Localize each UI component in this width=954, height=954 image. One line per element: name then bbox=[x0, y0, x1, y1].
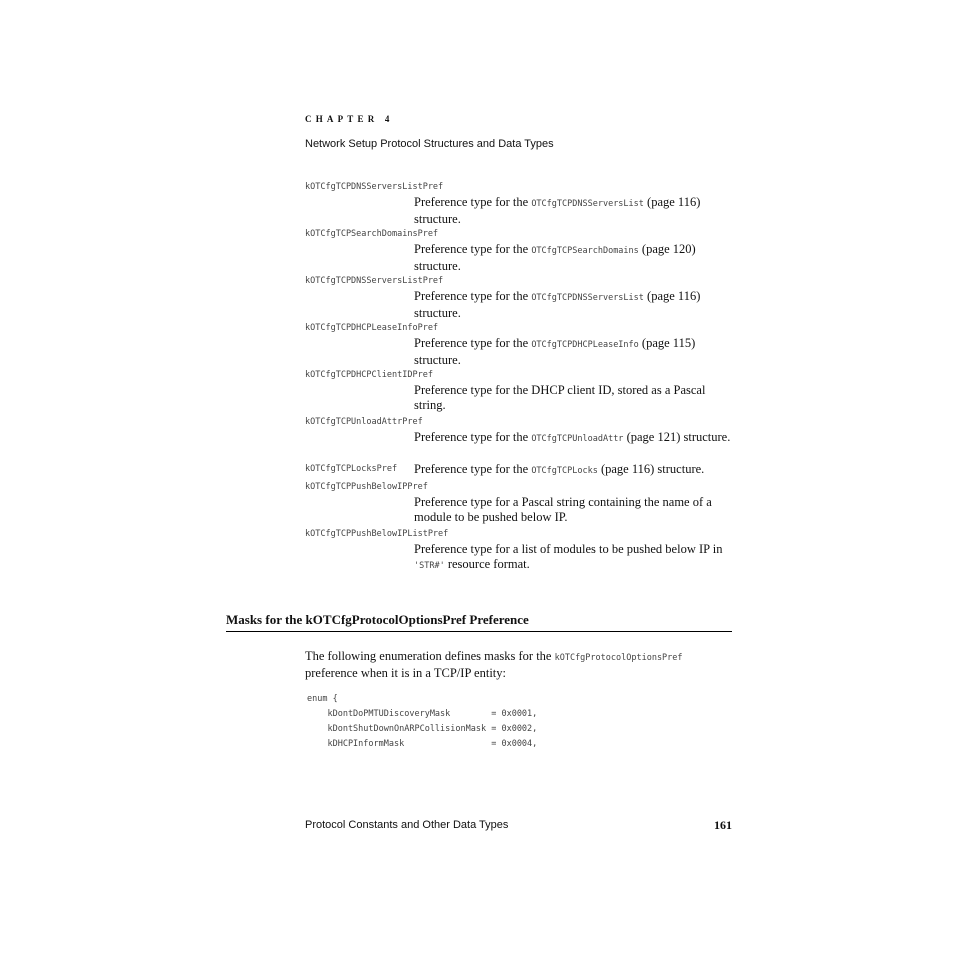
entry-description bbox=[414, 289, 734, 320]
desc-text: Preference type for the bbox=[414, 462, 532, 476]
page-number: 161 bbox=[714, 818, 732, 832]
desc-code: 'STR#' bbox=[414, 560, 445, 571]
desc-code: OTCfgTCPSearchDomains bbox=[531, 246, 639, 256]
section-intro bbox=[305, 649, 735, 681]
entry-name: kOTCfgTCPLocksPref bbox=[305, 464, 398, 474]
desc-code: OTCfgTCPDNSServersList bbox=[531, 199, 644, 209]
code-line: enum { bbox=[307, 694, 338, 704]
desc-text: (page 120) structure. bbox=[414, 242, 696, 273]
entry-description bbox=[414, 462, 744, 479]
footer-title: Protocol Constants and Other Data Types bbox=[305, 819, 509, 831]
desc-text: Preference type for the bbox=[414, 336, 532, 350]
entry-name: kOTCfgTCPUnloadAttrPref bbox=[305, 417, 423, 427]
entry-description bbox=[414, 336, 734, 367]
desc-text: Preference type for the DHCP client ID, stored as a Pascal string. bbox=[414, 383, 706, 412]
desc-text: Preference type for the bbox=[414, 430, 532, 444]
entry-name: kOTCfgTCPDNSServersListPref bbox=[305, 182, 444, 192]
desc-code: OTCfgTCPDNSServersList bbox=[531, 293, 644, 303]
entry-description bbox=[414, 195, 734, 226]
desc-text: Preference type for a Pascal string containing the name of a module to be pushed below IP. bbox=[414, 495, 712, 524]
desc-text: Preference type for the bbox=[414, 242, 532, 256]
section-heading: Masks for the kOTCfgProtocolOptionsPref Preference bbox=[226, 612, 732, 632]
entry-description bbox=[414, 242, 734, 273]
entry-description bbox=[414, 430, 734, 447]
desc-text: (page 121) structure. bbox=[623, 430, 731, 444]
desc-text: (page 116) structure. bbox=[414, 289, 701, 320]
desc-text: (page 115) structure. bbox=[414, 336, 696, 367]
entry-name: kOTCfgTCPDHCPLeaseInfoPref bbox=[305, 323, 439, 333]
desc-text: (page 116) structure. bbox=[597, 462, 705, 476]
entry-name: kOTCfgTCPDHCPClientIDPref bbox=[305, 370, 433, 380]
entry-name: kOTCfgTCPSearchDomainsPref bbox=[305, 229, 439, 239]
desc-text: (page 116) structure. bbox=[414, 195, 701, 226]
desc-code: OTCfgTCPDHCPLeaseInfo bbox=[531, 340, 639, 350]
code-line: kDontDoPMTUDiscoveryMask = 0x0001, bbox=[307, 709, 538, 719]
desc-text: Preference type for the bbox=[414, 195, 532, 209]
intro-text: preference when it is in a TCP/IP entity: bbox=[305, 666, 506, 680]
code-line: kDHCPInformMask = 0x0004, bbox=[307, 739, 538, 749]
entry-description bbox=[414, 542, 734, 573]
entry-name: kOTCfgTCPDNSServersListPref bbox=[305, 276, 444, 286]
intro-text: The following enumeration defines masks for the bbox=[305, 649, 555, 663]
intro-code: kOTCfgProtocolOptionsPref bbox=[554, 653, 683, 663]
entry-name: kOTCfgTCPPushBelowIPPref bbox=[305, 482, 428, 492]
entry-description bbox=[414, 495, 734, 524]
desc-text: resource format. bbox=[444, 556, 530, 571]
entry-name: kOTCfgTCPPushBelowIPListPref bbox=[305, 529, 449, 539]
desc-text: Preference type for the bbox=[414, 289, 532, 303]
chapter-title: Network Setup Protocol Structures and Data Types bbox=[305, 138, 554, 150]
code-line: kDontShutDownOnARPCollisionMask = 0x0002, bbox=[307, 724, 538, 734]
chapter-label: CHAPTER 4 bbox=[305, 114, 394, 124]
desc-code: OTCfgTCPUnloadAttr bbox=[531, 434, 624, 444]
desc-text: Preference type for a list of modules to be pushed below IP in bbox=[414, 542, 723, 556]
code-block bbox=[307, 692, 537, 752]
desc-code: OTCfgTCPLocks bbox=[531, 466, 598, 476]
entry-description bbox=[414, 383, 726, 412]
